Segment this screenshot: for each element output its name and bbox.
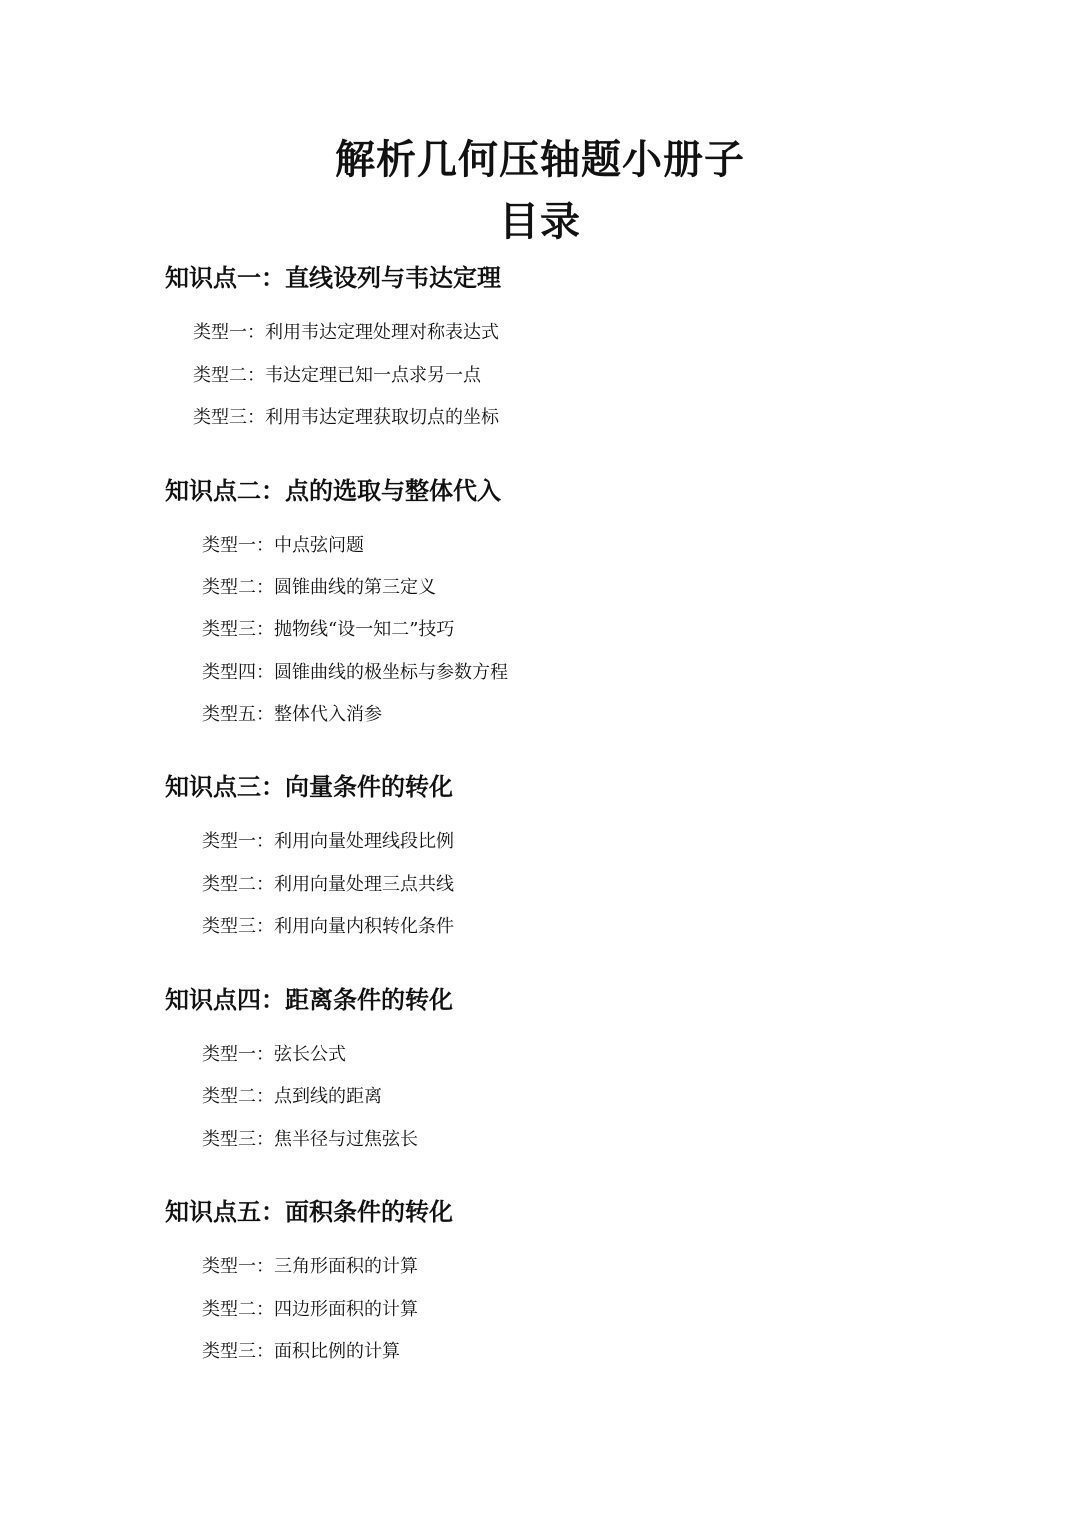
toc-item-2-2: 类型二：圆锥曲线的第三定义: [202, 577, 436, 598]
toc-item-1-2: 类型二：韦达定理已知一点求另一点: [193, 365, 481, 386]
toc-item-4-1: 类型一：弦长公式: [202, 1044, 346, 1065]
toc-item-2-1: 类型一：中点弦问题: [202, 535, 364, 556]
toc-item-1-3: 类型三：利用韦达定理获取切点的坐标: [193, 407, 499, 428]
toc-item-3-3: 类型三：利用向量内积转化条件: [202, 916, 454, 937]
toc-item-4-2: 类型二：点到线的距离: [202, 1086, 382, 1107]
section-heading-1: 知识点一：直线设列与韦达定理: [165, 263, 501, 292]
toc-item-3-2: 类型二：利用向量处理三点共线: [202, 874, 454, 895]
section-heading-5: 知识点五：面积条件的转化: [165, 1197, 453, 1226]
section-heading-3: 知识点三：向量条件的转化: [165, 772, 453, 801]
toc-item-5-1: 类型一：三角形面积的计算: [202, 1256, 418, 1277]
toc-item-2-5: 类型五：整体代入消参: [202, 704, 382, 725]
toc-item-2-3: 类型三：抛物线“设一知二”技巧: [202, 619, 455, 640]
toc-item-5-3: 类型三：面积比例的计算: [202, 1341, 400, 1362]
section-heading-2: 知识点二：点的选取与整体代入: [165, 476, 501, 505]
toc-heading: 目录: [499, 198, 581, 245]
document-title: 解析几何压轴题小册子: [335, 136, 745, 183]
toc-item-1-1: 类型一：利用韦达定理处理对称表达式: [193, 322, 499, 343]
toc-item-2-4: 类型四：圆锥曲线的极坐标与参数方程: [202, 662, 508, 683]
toc-item-5-2: 类型二：四边形面积的计算: [202, 1299, 418, 1320]
section-heading-4: 知识点四：距离条件的转化: [165, 985, 453, 1014]
toc-item-4-3: 类型三：焦半径与过焦弦长: [202, 1129, 418, 1150]
toc-item-3-1: 类型一：利用向量处理线段比例: [202, 831, 454, 852]
